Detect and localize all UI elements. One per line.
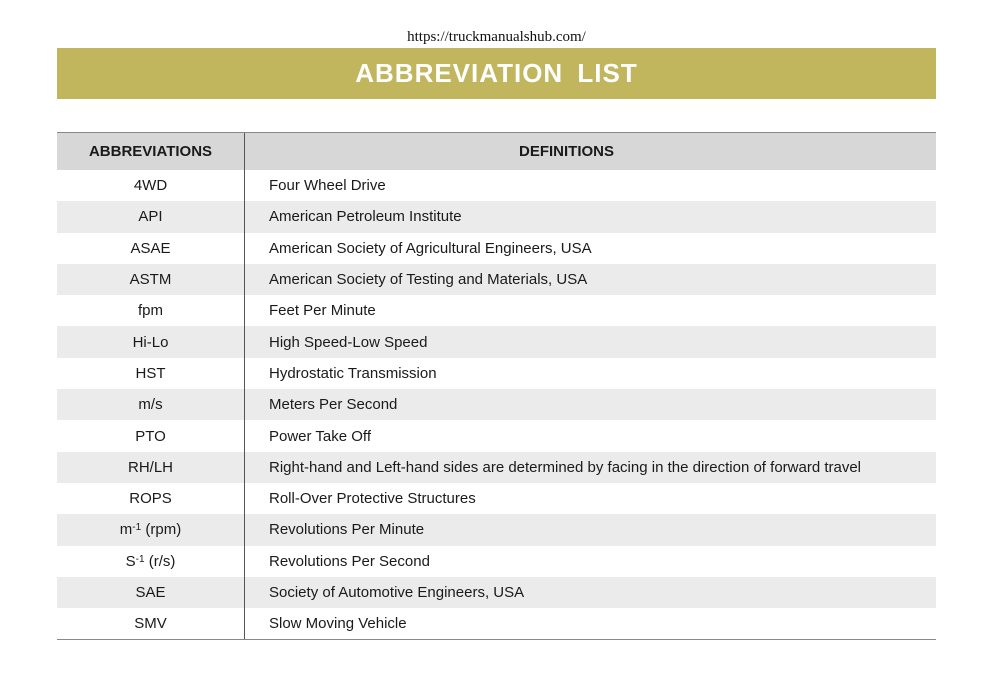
table-row <box>57 295 936 326</box>
definition-cell: American Petroleum Institute <box>269 208 462 226</box>
abbr-cell: ASAE <box>57 233 245 264</box>
table-row <box>57 483 936 514</box>
table-row <box>57 514 936 545</box>
header-definitions: DEFINITIONS <box>518 143 614 160</box>
table-row <box>57 264 936 295</box>
table-header-row <box>57 133 936 170</box>
abbr-base: S <box>125 552 136 570</box>
table-row <box>57 233 936 264</box>
definition-cell: Right-hand and Left-hand sides are determined by facing in the direction of forward travel <box>269 458 862 476</box>
definition-cell: Four Wheel Drive <box>269 177 386 195</box>
abbr-cell: API <box>57 201 245 232</box>
abbr-cell: ROPS <box>57 483 245 514</box>
abbr-rest: (r/s) <box>144 552 176 570</box>
definition-cell: Slow Moving Vehicle <box>269 615 407 633</box>
abbr-cell: m/s <box>57 389 245 420</box>
table-row <box>57 358 936 389</box>
definition-cell: Roll-Over Protective Structures <box>269 490 476 508</box>
abbr-cell: Hi-Lo <box>57 326 245 357</box>
abbr-superscript: -1 <box>135 553 145 565</box>
title-banner <box>57 48 936 99</box>
abbreviation-table <box>57 132 936 640</box>
abbr-rest: (rpm) <box>141 521 182 539</box>
table-row <box>57 326 936 357</box>
header-abbreviations: ABBREVIATIONS <box>57 133 245 170</box>
definition-cell: Meters Per Second <box>269 396 398 414</box>
abbr-cell: PTO <box>57 420 245 451</box>
abbr-cell: 4WD <box>57 170 245 201</box>
source-url: https://truckmanualshub.com/ <box>407 29 586 45</box>
table-row <box>57 170 936 201</box>
abbr-cell: fpm <box>57 295 245 326</box>
abbr-superscript: -1 <box>132 522 142 534</box>
abbr-cell <box>57 514 245 545</box>
table-row <box>57 577 936 608</box>
definition-cell: American Society of Agricultural Engineers, USA <box>269 239 592 257</box>
table-row <box>57 546 936 577</box>
definition-cell: Revolutions Per Minute <box>269 521 425 539</box>
table-row <box>57 420 936 451</box>
definition-cell: Feet Per Minute <box>269 302 376 320</box>
table-row <box>57 389 936 420</box>
definition-cell: Hydrostatic Transmission <box>269 364 437 382</box>
abbr-cell: SMV <box>57 608 245 639</box>
table-row <box>57 452 936 483</box>
table-row <box>57 201 936 232</box>
abbr-cell: RH/LH <box>57 452 245 483</box>
abbr-cell: HST <box>57 358 245 389</box>
definition-cell: Power Take Off <box>269 427 371 445</box>
abbr-cell <box>57 546 245 577</box>
page-title: ABBREVIATION LIST <box>355 58 638 88</box>
definition-cell: Revolutions Per Second <box>269 552 430 570</box>
abbr-cell: ASTM <box>57 264 245 295</box>
definition-cell: American Society of Testing and Materials, USA <box>269 271 588 289</box>
abbr-cell: SAE <box>57 577 245 608</box>
definition-cell: High Speed-Low Speed <box>269 333 428 351</box>
definition-cell: Society of Automotive Engineers, USA <box>269 584 525 601</box>
abbr-base: m <box>119 521 133 539</box>
table-row <box>57 608 936 639</box>
